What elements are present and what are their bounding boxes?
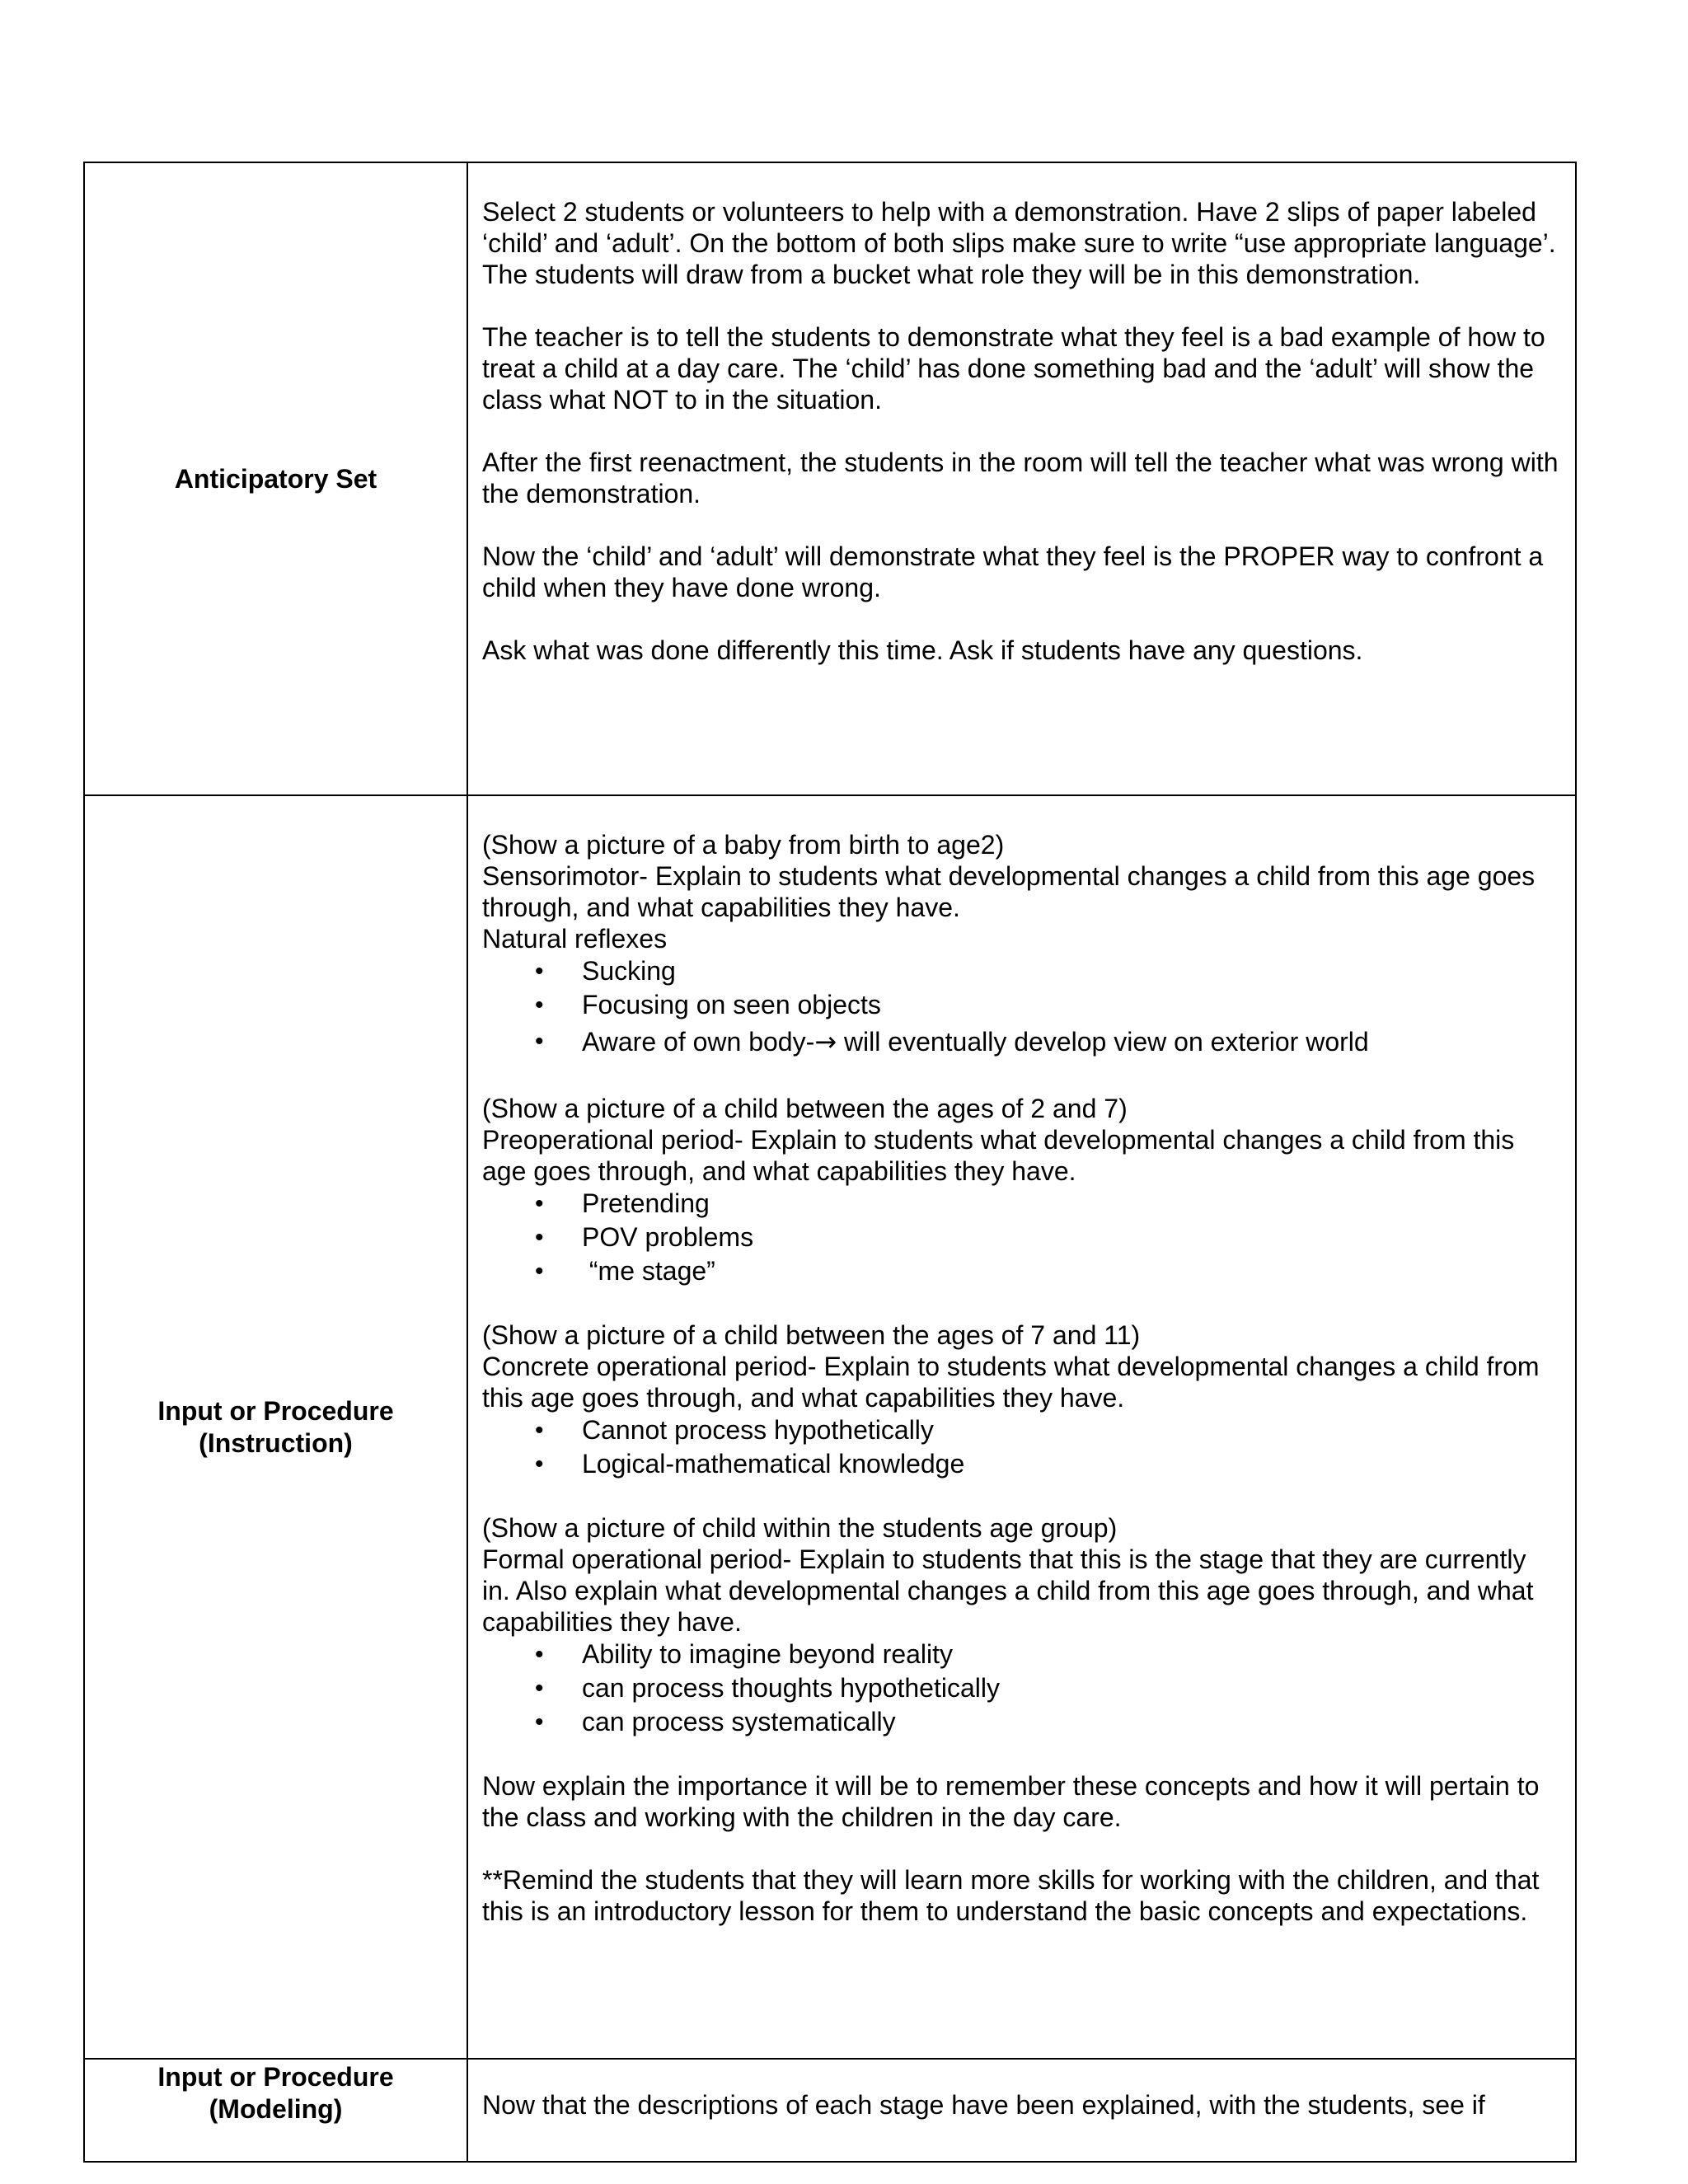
bullet-list (482, 954, 1559, 1062)
bullet-icon: • (535, 1258, 544, 1285)
row-label-modeling (84, 2059, 467, 2162)
bullet-icon: • (535, 1224, 544, 1251)
stage-picture-note: (Show a picture of a baby from birth to age2) (482, 830, 1005, 860)
bullet-list (482, 1187, 1559, 1288)
stage-picture-note: (Show a picture of a child between the ages of 2 and 7) (482, 1094, 1128, 1123)
list-item-text: “me stage” (582, 1256, 715, 1286)
paragraph: After the first reenactment, the students in the room will tell the teacher what was wrong with the demonstration. (482, 448, 1559, 509)
row-label-text: Input or Procedure (157, 2062, 394, 2092)
list-item (482, 1671, 1559, 1705)
stage-picture-note: (Show a picture of child within the students age group) (482, 1513, 1118, 1543)
bullet-icon: • (535, 1641, 544, 1668)
bullet-icon: • (535, 958, 544, 985)
row-label-text: Anticipatory Set (174, 463, 377, 494)
bullet-icon: • (535, 991, 544, 1019)
lesson-plan-table (83, 162, 1577, 2163)
list-item (482, 1447, 1559, 1481)
row-label-text: Input or Procedure (157, 1395, 394, 1426)
bullet-icon: • (535, 1028, 544, 1055)
arrow-right-icon: → (814, 1026, 837, 1057)
bullet-icon: • (535, 1417, 544, 1444)
list-item (482, 1221, 1559, 1254)
paragraph: Now that the descriptions of each stage have been explained, with the students, see if (482, 2090, 1485, 2120)
table-row (84, 2059, 1576, 2162)
list-item-text: Cannot process hypothetically (582, 1415, 934, 1445)
list-item-text: will eventually develop view on exterior world (837, 1027, 1369, 1057)
list-item-text: can process thoughts hypothetically (582, 1673, 1000, 1703)
bullet-list (482, 1413, 1559, 1481)
paragraph: Now explain the importance it will be to remember these concepts and how it will pertain to the class and working with the children in the day care. (482, 1771, 1540, 1832)
table-row (84, 795, 1576, 2059)
list-item-text: can process systematically (582, 1707, 896, 1736)
row-label-text: (Modeling) (209, 2094, 343, 2124)
list-item (482, 1413, 1559, 1447)
row-label-instruction (84, 795, 467, 2059)
list-item-text: Ability to imagine beyond reality (582, 1639, 954, 1669)
list-item-text: Aware of own body- (582, 1027, 815, 1057)
stage-description: Concrete operational period- Explain to students what developmental changes a child from this age goes through, and what capabilities they have. (482, 1352, 1540, 1413)
stage-picture-note: (Show a picture of a child between the ages of 7 and 11) (482, 1320, 1141, 1350)
stage-description: Formal operational period- Explain to students that this is the stage that they are currently in. Also explain what developmental changes a child from this age goes through, and what capabilities they have. (482, 1544, 1534, 1637)
list-item (482, 988, 1559, 1022)
paragraph: The teacher is to tell the students to demonstrate what they feel is a bad example of how to treat a child at a day care. The ‘child’ has done something bad and the ‘adult’ will show the class what NOT to in the situation. (482, 322, 1545, 415)
row-content-instruction (467, 795, 1576, 2059)
stage-description: Sensorimotor- Explain to students what developmental changes a child from this age goes through, and what capabilities they have. (482, 861, 1536, 922)
row-content-modeling (467, 2059, 1576, 2162)
list-item-text: POV problems (582, 1222, 754, 1252)
list-item-text: Logical-mathematical knowledge (582, 1449, 965, 1479)
stage-description: Preoperational period- Explain to students what developmental changes a child from this age goes through, and what capabilities they have. (482, 1125, 1515, 1186)
row-content-anticipatory-set (467, 162, 1576, 795)
list-item (482, 1254, 1559, 1288)
list-item (482, 1705, 1559, 1739)
list-item-text: Pretending (582, 1188, 710, 1218)
paragraph: Select 2 students or volunteers to help with a demonstration. Have 2 slips of paper labeled ‘child’ and ‘adult’. On the bottom of both slips make sure to write “use appropriate language’. The students will draw from a bucket what role they will be in this demonstration. (482, 197, 1556, 289)
paragraph: Now the ‘child’ and ‘adult’ will demonstrate what they feel is the PROPER way to confront a child when they have done wrong. (482, 541, 1544, 602)
paragraph: Ask what was done differently this time. Ask if students have any questions. (482, 635, 1363, 665)
list-item (482, 1022, 1559, 1062)
list-item (482, 1187, 1559, 1221)
list-item (482, 954, 1559, 988)
bullet-icon: • (535, 1190, 544, 1217)
list-item (482, 1638, 1559, 1671)
bullet-icon: • (535, 1708, 544, 1736)
bullet-list (482, 1638, 1559, 1739)
stage-subheading: Natural reflexes (482, 924, 668, 954)
bullet-icon: • (535, 1675, 544, 1702)
paragraph: **Remind the students that they will learn more skills for working with the children, and that this is an introductory lesson for them to understand the basic concepts and expectations. (482, 1865, 1540, 1926)
row-label-text: (Instruction) (199, 1427, 353, 1458)
list-item-text: Focusing on seen objects (582, 990, 881, 1019)
list-item-text: Sucking (582, 956, 676, 986)
bullet-icon: • (535, 1451, 544, 1478)
table-row (84, 162, 1576, 795)
row-label-anticipatory-set (84, 162, 467, 795)
